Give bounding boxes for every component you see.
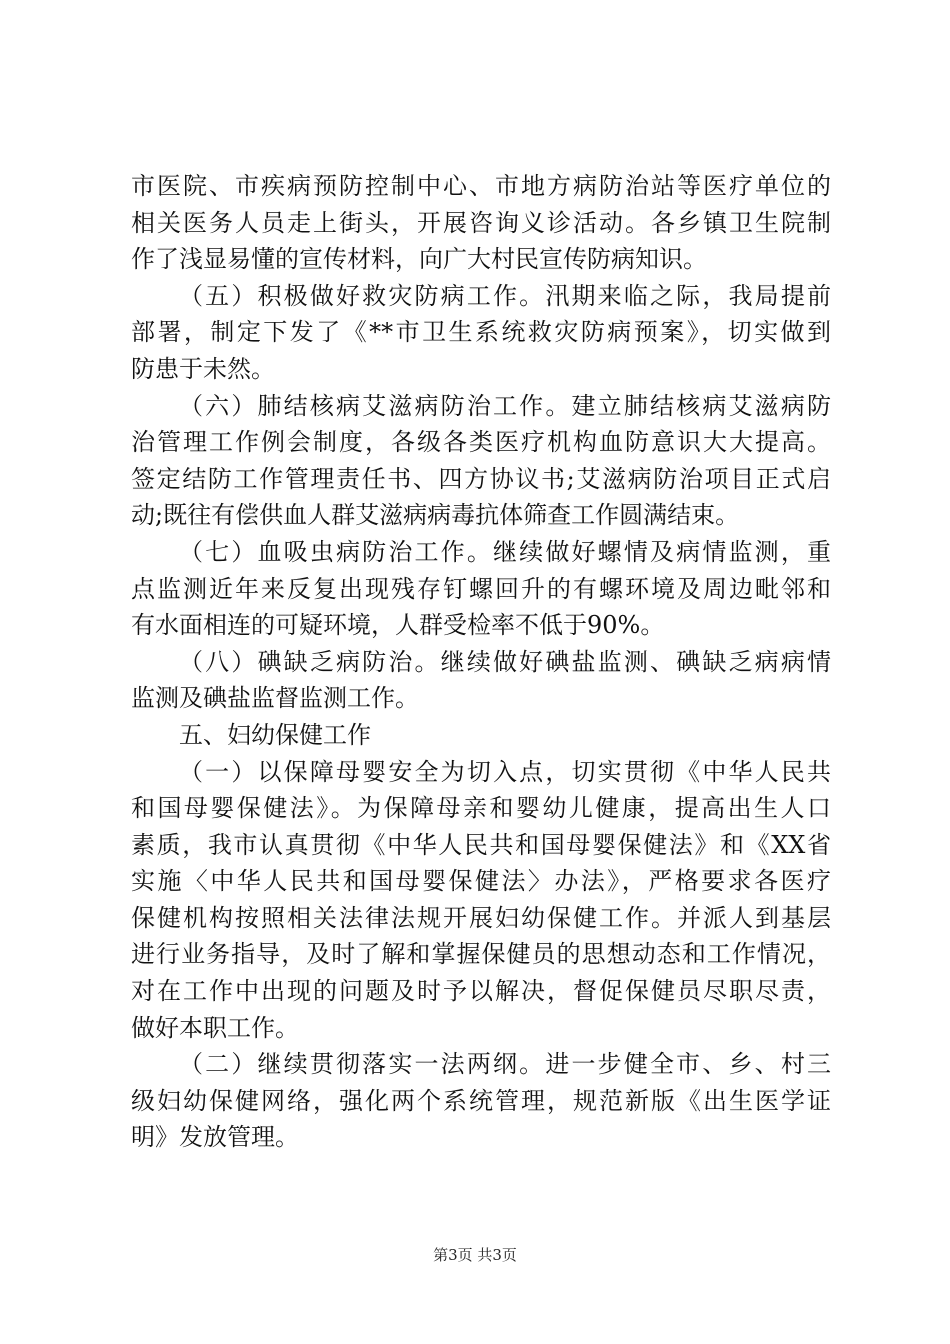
page-number-footer: 第3页 共3页 xyxy=(433,1246,517,1264)
paragraph-item-7 xyxy=(131,534,831,644)
text-line: 有水面相连的可疑环境，人群受检率不低于90%。 xyxy=(131,611,665,640)
text-line: 实施〈中华人民共和国母婴保健法〉办法》，严格要求各医疗 xyxy=(131,867,831,896)
text-line: 保健机构按照相关法律法规开展妇幼保健工作。并派人到基层 xyxy=(131,903,831,932)
text-line: 相关医务人员走上街头，开展咨询义诊活动。各乡镇卫生院制 xyxy=(131,208,831,237)
paragraph-section-5-item-1 xyxy=(131,754,831,1047)
text-line: 素质，我市认真贯彻《中华人民共和国母婴保健法》和《XX省 xyxy=(131,830,831,859)
text-line: （六）肺结核病艾滋病防治工作。建立肺结核病艾滋病防 xyxy=(179,391,831,420)
paragraph-section-5-item-2 xyxy=(131,1046,831,1156)
text-line: 治管理工作例会制度，各级各类医疗机构血防意识大大提高。 xyxy=(131,428,831,457)
text-line: 对在工作中出现的问题及时予以解决，督促保健员尽职尽责， xyxy=(131,977,831,1006)
text-line: 级妇幼保健网络，强化两个系统管理，规范新版《出生医学证 xyxy=(131,1086,831,1115)
text-line: 动;既往有偿供血人群艾滋病病毒抗体筛查工作圆满结束。 xyxy=(131,501,740,530)
section-heading-5 xyxy=(131,717,831,754)
text-line: （二）继续贯彻落实一法两纲。进一步健全市、乡、村三 xyxy=(179,1050,831,1079)
text-line: 点监测近年来反复出现残存钉螺回升的有螺环境及周边毗邻和 xyxy=(131,574,831,603)
text-line: 明》发放管理。 xyxy=(131,1123,299,1152)
text-line: 部署，制定下发了《**市卫生系统救灾防病预案》，切实做到 xyxy=(131,318,831,347)
text-line: （五）积极做好救灾防病工作。汛期来临之际，我局提前 xyxy=(179,281,831,310)
text-line: （七）血吸虫病防治工作。继续做好螺情及病情监测，重 xyxy=(179,537,831,566)
text-line: 进行业务指导，及时了解和掌握保健员的思想动态和工作情况， xyxy=(131,940,831,969)
paragraph-item-8 xyxy=(131,644,831,717)
text-line: 监测及碘盐监督监测工作。 xyxy=(131,684,419,713)
text-line: （八）碘缺乏病防治。继续做好碘盐监测、碘缺乏病病情 xyxy=(179,647,831,676)
text-line: （一）以保障母婴安全为切入点，切实贯彻《中华人民共 xyxy=(179,757,831,786)
document-body xyxy=(131,168,831,1156)
text-line: 市医院、市疾病预防控制中心、市地方病防治站等医疗单位的 xyxy=(131,172,831,200)
section-heading: 五、妇幼保健工作 xyxy=(179,720,371,749)
text-line: 和国母婴保健法》。为保障母亲和婴幼儿健康，提高出生人口 xyxy=(131,794,831,823)
text-line: 防患于未然。 xyxy=(131,354,275,383)
paragraph-continued xyxy=(131,168,831,278)
text-line: 作了浅显易懂的宣传材料，向广大村民宣传防病知识。 xyxy=(131,245,707,274)
text-line: 做好本职工作。 xyxy=(131,1013,299,1042)
text-line: 签定结防工作管理责任书、四方协议书;艾滋病防治项目正式启 xyxy=(131,464,831,493)
paragraph-item-6 xyxy=(131,388,831,534)
paragraph-item-5 xyxy=(131,278,831,388)
